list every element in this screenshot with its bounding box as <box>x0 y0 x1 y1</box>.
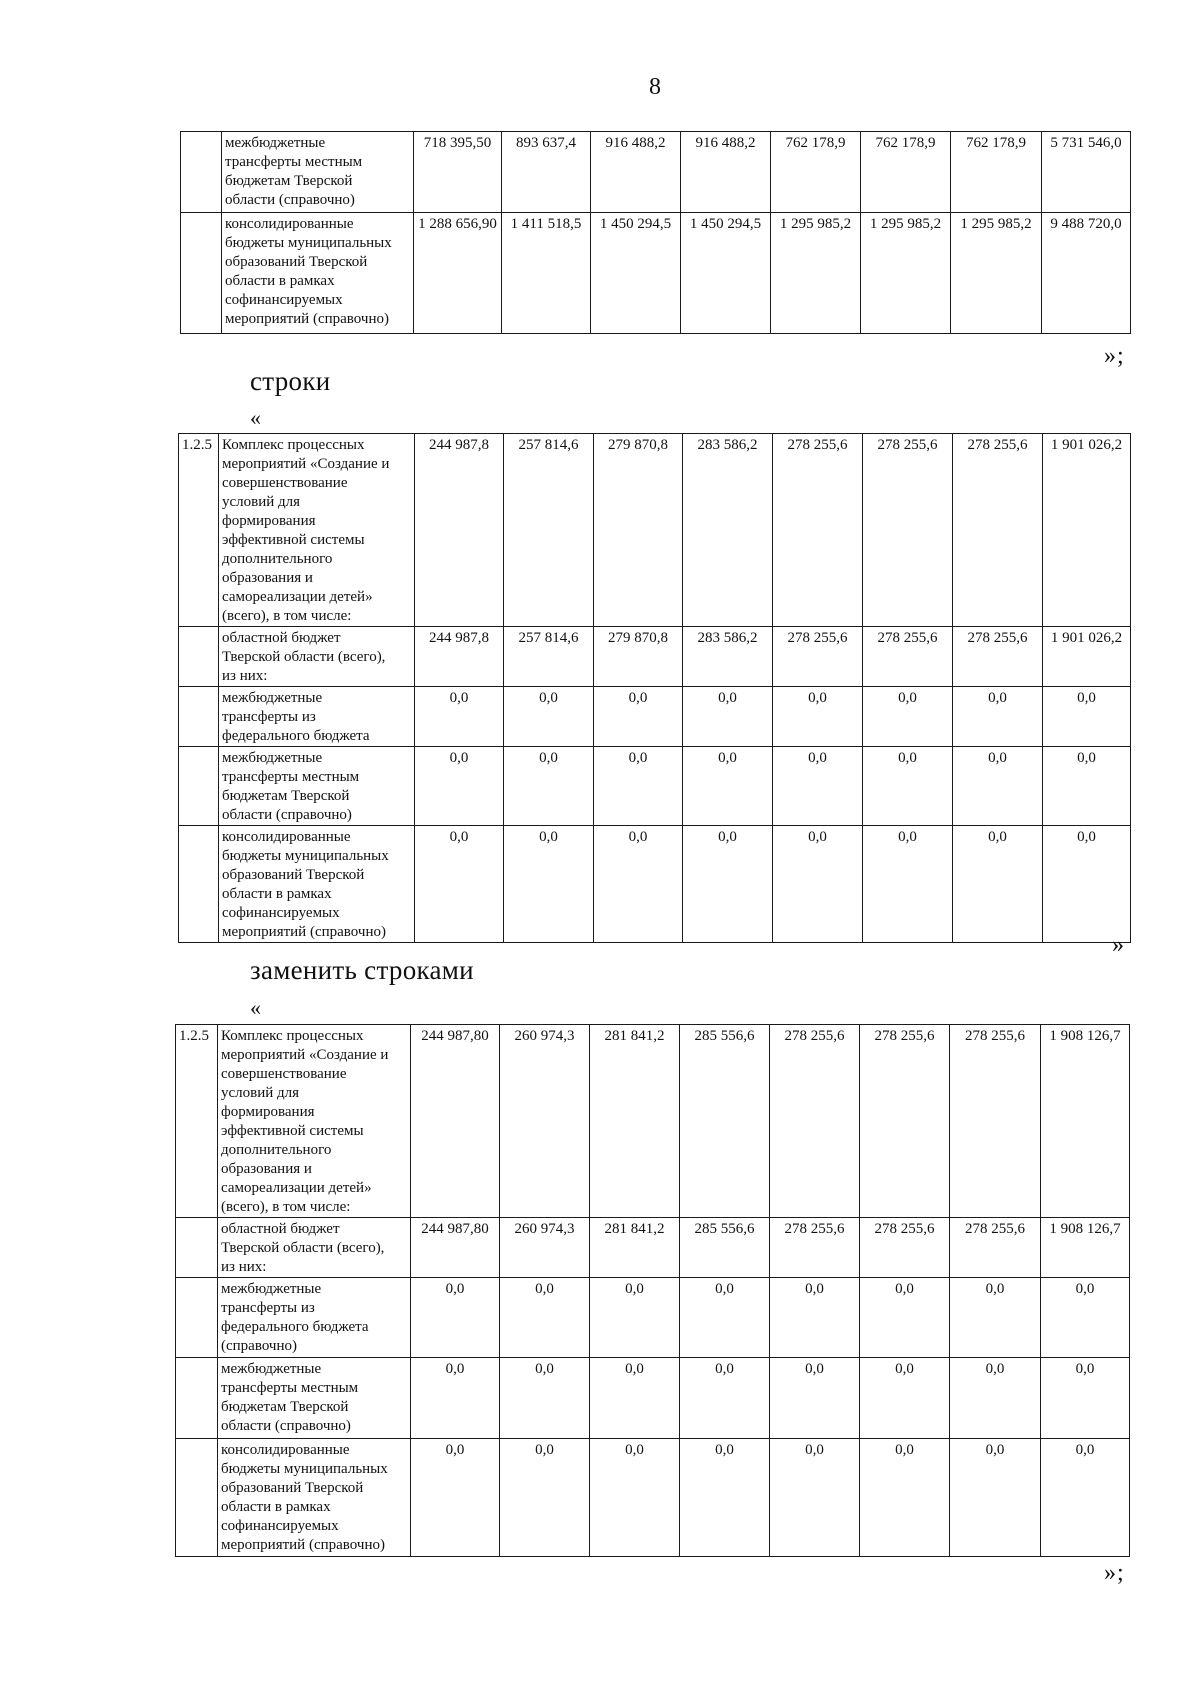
row-label-line: мероприятий (справочно) <box>222 924 386 940</box>
value-cell: 244 987,80 <box>411 1218 500 1278</box>
value-cell: 0,0 <box>500 1278 590 1358</box>
row-label <box>222 132 414 213</box>
value-cell: 0,0 <box>590 1358 680 1439</box>
value-cell: 0,0 <box>500 1358 590 1439</box>
row-code <box>181 132 222 213</box>
row-label-line: области в рамках <box>225 273 335 289</box>
row-label <box>218 1358 411 1439</box>
row-label-line: дополнительного <box>222 551 333 567</box>
value-cell: 0,0 <box>594 747 683 826</box>
value-cell-total: 0,0 <box>1043 747 1131 826</box>
value-cell: 260 974,3 <box>500 1218 590 1278</box>
value-cell: 0,0 <box>773 826 863 943</box>
value-cell: 0,0 <box>860 1439 950 1557</box>
row-label-line: областной бюджет <box>221 1221 340 1237</box>
value-cell: 278 255,6 <box>950 1025 1041 1218</box>
row-label-line: формирования <box>221 1104 315 1120</box>
row-label-line: совершенствование <box>222 475 348 491</box>
row-code <box>176 1358 218 1439</box>
value-cell: 244 987,80 <box>411 1025 500 1218</box>
row-label-line: межбюджетные <box>222 750 323 766</box>
row-label-line: Комплекс процессных <box>222 437 365 453</box>
row-label-line: консолидированные <box>222 829 351 845</box>
value-cell: 0,0 <box>500 1439 590 1557</box>
closing-quote-semicolon: »; <box>1104 343 1125 369</box>
value-cell: 0,0 <box>680 1358 770 1439</box>
table-row <box>176 1358 1130 1439</box>
value-cell: 0,0 <box>683 826 773 943</box>
row-label-line: бюджетам Тверской <box>221 1399 349 1415</box>
row-label-line: трансферты из <box>221 1300 315 1316</box>
row-label-line: бюджеты муниципальных <box>222 848 389 864</box>
row-label-line: софинансируемых <box>222 905 340 921</box>
value-cell: 0,0 <box>770 1278 860 1358</box>
closing-quote-semicolon: »; <box>1104 1560 1125 1586</box>
value-cell-total: 0,0 <box>1043 826 1131 943</box>
page-number: 8 <box>649 74 661 100</box>
row-label-line: трансферты из <box>222 709 316 725</box>
row-label <box>219 434 415 627</box>
value-cell: 916 488,2 <box>681 132 771 213</box>
value-cell: 278 255,6 <box>860 1025 950 1218</box>
table-row <box>176 1218 1130 1278</box>
value-cell: 0,0 <box>863 747 953 826</box>
row-label-line: областной бюджет <box>222 630 341 646</box>
value-cell: 0,0 <box>590 1439 680 1557</box>
value-cell: 0,0 <box>953 747 1043 826</box>
value-cell: 0,0 <box>950 1278 1041 1358</box>
row-code <box>179 826 219 943</box>
row-label-line: межбюджетные <box>222 690 323 706</box>
value-cell: 762 178,9 <box>861 132 951 213</box>
value-cell: 279 870,8 <box>594 434 683 627</box>
opening-quote: « <box>250 995 261 1020</box>
value-cell: 278 255,6 <box>863 627 953 687</box>
value-cell-total: 1 901 026,2 <box>1043 627 1131 687</box>
table-row <box>179 627 1131 687</box>
value-cell-total: 1 908 126,7 <box>1041 1025 1130 1218</box>
row-label-line: условий для <box>222 494 301 510</box>
opening-quote: « <box>250 405 261 430</box>
value-cell: 0,0 <box>415 826 504 943</box>
row-label-line: межбюджетные <box>221 1361 322 1377</box>
table-row <box>179 434 1131 627</box>
row-label-line: области в рамках <box>221 1499 331 1515</box>
row-label-line: совершенствование <box>221 1066 347 1082</box>
value-cell: 0,0 <box>860 1358 950 1439</box>
value-cell: 893 637,4 <box>502 132 591 213</box>
row-label-line: дополнительного <box>221 1142 332 1158</box>
value-cell: 0,0 <box>770 1439 860 1557</box>
row-label <box>218 1278 411 1358</box>
value-cell-total: 9 488 720,0 <box>1042 213 1131 334</box>
value-cell: 257 814,6 <box>504 434 594 627</box>
value-cell: 278 255,6 <box>863 434 953 627</box>
table-row <box>181 132 1131 213</box>
row-label-line: образований Тверской <box>225 254 368 270</box>
row-label-line: трансферты местным <box>225 154 363 170</box>
value-cell: 0,0 <box>590 1278 680 1358</box>
value-cell: 0,0 <box>950 1439 1041 1557</box>
value-cell: 0,0 <box>680 1439 770 1557</box>
value-cell: 0,0 <box>504 687 594 747</box>
value-cell: 279 870,8 <box>594 627 683 687</box>
value-cell: 0,0 <box>411 1358 500 1439</box>
row-label <box>218 1439 411 1557</box>
value-cell: 0,0 <box>953 687 1043 747</box>
value-cell: 1 450 294,5 <box>681 213 771 334</box>
row-label-line: федерального бюджета <box>222 728 370 744</box>
value-cell-total: 0,0 <box>1043 687 1131 747</box>
value-cell: 1 295 985,2 <box>951 213 1042 334</box>
value-cell-total: 0,0 <box>1041 1358 1130 1439</box>
row-label-line: трансферты местным <box>222 769 360 785</box>
value-cell: 0,0 <box>950 1358 1041 1439</box>
row-code <box>179 747 219 826</box>
row-code <box>179 687 219 747</box>
row-label <box>219 687 415 747</box>
value-cell: 0,0 <box>415 687 504 747</box>
value-cell: 285 556,6 <box>680 1218 770 1278</box>
value-cell: 0,0 <box>770 1358 860 1439</box>
row-label-line: области (справочно) <box>225 192 355 208</box>
row-label-line: (справочно) <box>221 1338 297 1354</box>
table-row <box>179 826 1131 943</box>
value-cell: 916 488,2 <box>591 132 681 213</box>
row-label-line: мероприятий (справочно) <box>221 1537 385 1553</box>
value-cell: 0,0 <box>411 1439 500 1557</box>
value-cell-total: 1 901 026,2 <box>1043 434 1131 627</box>
row-label-line: Тверской области (всего), <box>221 1240 385 1256</box>
value-cell: 244 987,8 <box>415 434 504 627</box>
row-label-line: трансферты местным <box>221 1380 359 1396</box>
value-cell: 0,0 <box>863 826 953 943</box>
value-cell: 0,0 <box>953 826 1043 943</box>
row-label-line: федерального бюджета <box>221 1319 369 1335</box>
value-cell: 718 395,50 <box>414 132 502 213</box>
value-cell: 283 586,2 <box>683 434 773 627</box>
row-label-line: области (справочно) <box>222 807 352 823</box>
table-row <box>176 1439 1130 1557</box>
value-cell: 244 987,8 <box>415 627 504 687</box>
row-code <box>176 1218 218 1278</box>
table-row <box>176 1025 1130 1218</box>
table-row <box>179 747 1131 826</box>
value-cell: 1 450 294,5 <box>591 213 681 334</box>
value-cell: 278 255,6 <box>770 1218 860 1278</box>
row-label <box>218 1218 411 1278</box>
value-cell: 278 255,6 <box>950 1218 1041 1278</box>
row-code <box>179 627 219 687</box>
row-label-line: мероприятий (справочно) <box>225 311 389 327</box>
value-cell-total: 5 731 546,0 <box>1042 132 1131 213</box>
value-cell: 257 814,6 <box>504 627 594 687</box>
value-cell: 0,0 <box>863 687 953 747</box>
row-label-line: бюджетам Тверской <box>222 788 350 804</box>
table-row <box>181 213 1131 334</box>
row-label-line: условий для <box>221 1085 300 1101</box>
value-cell-total: 1 908 126,7 <box>1041 1218 1130 1278</box>
row-label-line: (всего), в том числе: <box>221 1199 351 1215</box>
table-row <box>176 1278 1130 1358</box>
value-cell: 0,0 <box>594 687 683 747</box>
row-label-line: образования и <box>222 570 313 586</box>
value-cell: 1 295 985,2 <box>861 213 951 334</box>
heading-replace-with-rows: заменить строками <box>250 955 474 985</box>
row-label-line: области (справочно) <box>221 1418 351 1434</box>
row-label <box>219 826 415 943</box>
value-cell: 0,0 <box>683 747 773 826</box>
value-cell: 278 255,6 <box>860 1218 950 1278</box>
value-cell: 278 255,6 <box>773 627 863 687</box>
row-label-line: софинансируемых <box>221 1518 339 1534</box>
row-label-line: эффективной системы <box>221 1123 364 1139</box>
row-label-line: Тверской области (всего), <box>222 649 386 665</box>
row-label-line: образования и <box>221 1161 312 1177</box>
budget-table-continuation <box>180 131 1131 334</box>
value-cell: 762 178,9 <box>771 132 861 213</box>
row-label-line: самореализации детей» <box>222 589 373 605</box>
row-label-line: межбюджетные <box>221 1281 322 1297</box>
row-code <box>181 213 222 334</box>
row-label-line: мероприятий «Создание и <box>222 456 390 472</box>
value-cell: 0,0 <box>773 687 863 747</box>
row-label-line: бюджеты муниципальных <box>221 1461 388 1477</box>
value-cell: 278 255,6 <box>770 1025 860 1218</box>
value-cell: 283 586,2 <box>683 627 773 687</box>
row-label <box>218 1025 411 1218</box>
row-label-line: из них: <box>222 668 268 684</box>
row-label-line: консолидированные <box>225 216 354 232</box>
value-cell-total: 0,0 <box>1041 1278 1130 1358</box>
row-label-line: эффективной системы <box>222 532 365 548</box>
row-label-line: межбюджетные <box>225 135 326 151</box>
budget-table-original-rows <box>178 433 1131 943</box>
closing-quote: » <box>1112 932 1125 958</box>
value-cell: 278 255,6 <box>953 434 1043 627</box>
row-code <box>176 1439 218 1557</box>
row-label-line: мероприятий «Создание и <box>221 1047 389 1063</box>
row-label-line: области в рамках <box>222 886 332 902</box>
value-cell: 285 556,6 <box>680 1025 770 1218</box>
row-label-line: Комплекс процессных <box>221 1028 364 1044</box>
row-label <box>219 747 415 826</box>
value-cell: 278 255,6 <box>773 434 863 627</box>
value-cell: 278 255,6 <box>953 627 1043 687</box>
value-cell: 0,0 <box>415 747 504 826</box>
value-cell: 0,0 <box>683 687 773 747</box>
value-cell: 0,0 <box>773 747 863 826</box>
row-label-line: консолидированные <box>221 1442 350 1458</box>
row-label-line: формирования <box>222 513 316 529</box>
heading-rows: строки <box>250 366 331 396</box>
value-cell-total: 0,0 <box>1041 1439 1130 1557</box>
row-code <box>176 1278 218 1358</box>
row-code: 1.2.5 <box>179 434 219 627</box>
value-cell: 281 841,2 <box>590 1218 680 1278</box>
value-cell: 260 974,3 <box>500 1025 590 1218</box>
value-cell: 0,0 <box>504 747 594 826</box>
value-cell: 0,0 <box>860 1278 950 1358</box>
budget-table-replacement-rows <box>175 1024 1130 1557</box>
value-cell: 1 288 656,90 <box>414 213 502 334</box>
table-row <box>179 687 1131 747</box>
value-cell: 1 411 518,5 <box>502 213 591 334</box>
row-label-line: бюджеты муниципальных <box>225 235 392 251</box>
value-cell: 0,0 <box>594 826 683 943</box>
value-cell: 281 841,2 <box>590 1025 680 1218</box>
row-label-line: самореализации детей» <box>221 1180 372 1196</box>
row-label <box>222 213 414 334</box>
row-label <box>219 627 415 687</box>
value-cell: 0,0 <box>411 1278 500 1358</box>
value-cell: 762 178,9 <box>951 132 1042 213</box>
row-code: 1.2.5 <box>176 1025 218 1218</box>
row-label-line: образований Тверской <box>221 1480 364 1496</box>
row-label-line: (всего), в том числе: <box>222 608 352 624</box>
row-label-line: из них: <box>221 1259 267 1275</box>
row-label-line: бюджетам Тверской <box>225 173 353 189</box>
value-cell: 0,0 <box>680 1278 770 1358</box>
row-label-line: софинансируемых <box>225 292 343 308</box>
value-cell: 0,0 <box>504 826 594 943</box>
row-label-line: образований Тверской <box>222 867 365 883</box>
value-cell: 1 295 985,2 <box>771 213 861 334</box>
